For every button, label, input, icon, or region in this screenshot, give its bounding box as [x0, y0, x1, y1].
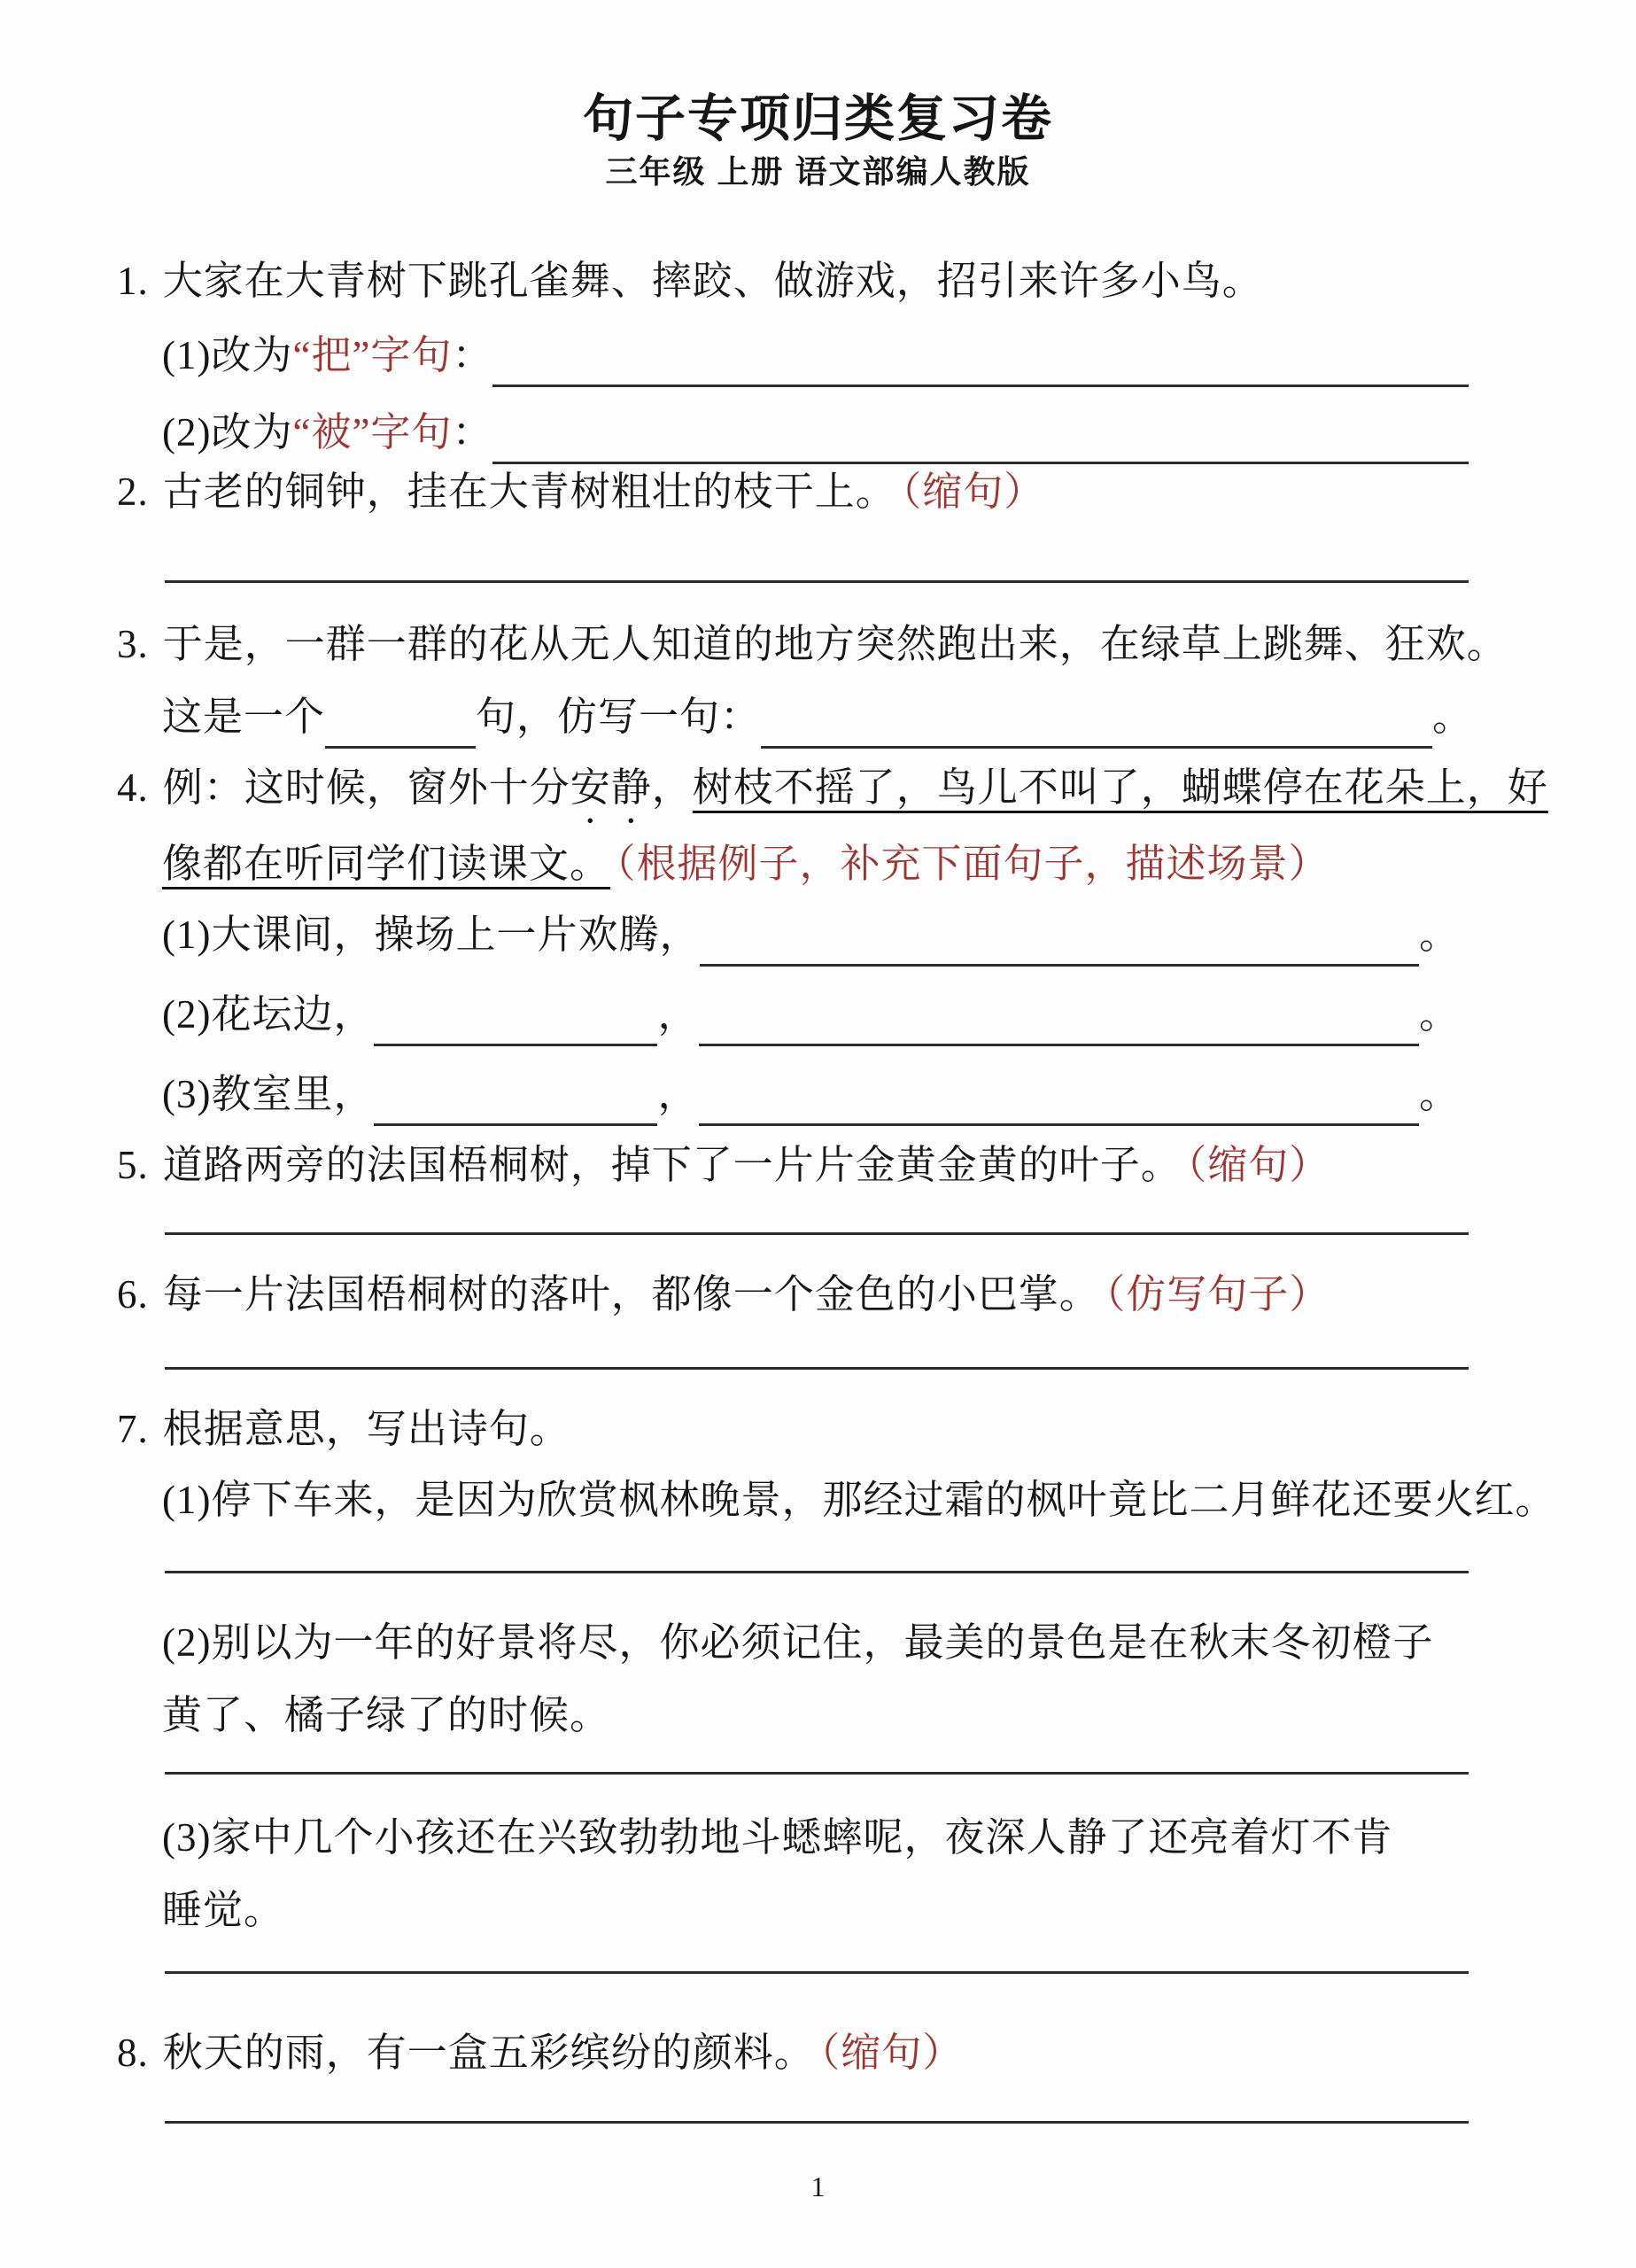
page-title: 句子专项归类复习卷	[583, 91, 1053, 147]
question-6-annotation: （仿写句子）	[1105, 1272, 1330, 1317]
question-8-text: 秋天的雨，有一盒五彩缤纷的颜料。	[162, 2031, 815, 2075]
question-6-text: 每一片法国梧桐树的落叶，都像一个金色的小巴掌。	[162, 1272, 1100, 1317]
answer-line	[165, 1528, 1469, 1573]
question-4-sub-3-end: 。	[1418, 1072, 1460, 1116]
question-7-number: 7.	[117, 1407, 149, 1451]
question-2	[117, 468, 1044, 517]
answer-blank	[700, 964, 1419, 967]
question-4-underlined-2: 像都在听同学们读课文。	[162, 842, 611, 886]
question-4-annotation: （根据例子，补充下面句子，描述场景）	[616, 842, 1330, 886]
question-4-sub-3-mid: ，	[657, 1072, 699, 1116]
answer-blank	[699, 1044, 1419, 1046]
answer-line	[165, 1190, 1469, 1235]
question-2-text: 古老的铜钟，挂在大青树粗壮的枝干上。	[162, 470, 896, 514]
answer-blank	[492, 384, 1469, 387]
question-8-number: 8.	[117, 2031, 149, 2075]
question-4	[117, 764, 1548, 832]
question-4-sub-3	[162, 1070, 1460, 1119]
question-7-text: 根据意思，写出诗句。	[162, 1407, 570, 1451]
answer-blank	[492, 462, 1469, 464]
answer-line	[165, 2078, 1469, 2124]
question-3-fill-pre: 这是一个	[162, 695, 326, 739]
page-number: 1	[810, 2171, 826, 2202]
question-2-annotation: （缩句）	[901, 470, 1045, 514]
question-7-sub-2-text-1: (2)别以为一年的好景将尽，你必须记住，最美的景色是在秋末冬初橙子	[162, 1620, 1434, 1665]
question-7-sub-2-line-1	[162, 1619, 1433, 1667]
question-4-sub-2-text: (2)花坛边，	[162, 992, 375, 1037]
answer-line	[165, 1929, 1469, 1974]
question-6	[117, 1270, 1330, 1319]
question-3-line-2	[162, 693, 1473, 742]
question-4-line-2	[162, 840, 1330, 889]
question-1-sub-2-colon: ：	[452, 410, 493, 454]
answer-line	[165, 538, 1469, 583]
question-1-sub-2-label: (2)改为	[162, 410, 293, 454]
question-3-fill-end: 。	[1431, 695, 1473, 739]
question-2-number: 2.	[117, 470, 149, 514]
question-5	[117, 1141, 1330, 1190]
question-4-comma: ，	[651, 765, 693, 810]
question-3-number: 3.	[117, 622, 149, 666]
question-7-sub-3-line-2	[162, 1886, 284, 1935]
question-8-annotation: （缩句）	[819, 2031, 964, 2075]
question-4-number: 4.	[117, 765, 149, 810]
question-4-sub-2-mid: ，	[657, 992, 699, 1037]
question-1-sub-2-red-term: “被”字句	[292, 410, 453, 454]
question-3	[117, 620, 1508, 669]
question-1-sub-1-label: (1)改为	[162, 333, 293, 377]
question-7-sub-1	[162, 1476, 1555, 1525]
question-4-emphasized-word: 安静	[570, 765, 652, 810]
answer-line	[165, 1324, 1469, 1370]
question-4-sub-1	[162, 911, 1460, 959]
question-1-number: 1.	[117, 259, 149, 303]
question-4-sub-1-end: 。	[1418, 913, 1460, 957]
question-1-sub-1-colon: ：	[452, 333, 493, 377]
answer-blank	[374, 1044, 657, 1046]
question-4-sub-2	[162, 990, 1460, 1039]
question-8	[117, 2029, 963, 2078]
question-1-sub-1	[162, 331, 1469, 380]
question-1	[117, 257, 1263, 306]
question-1-sub-1-red-term: “把”字句	[292, 333, 453, 377]
question-4-underlined-1: 树枝不摇了，鸟儿不叫了，蝴蝶停在花朵上，好	[692, 765, 1548, 810]
question-7	[117, 1405, 570, 1454]
question-1-text: 大家在大青树下跳孔雀舞、摔跤、做游戏，招引来许多小鸟。	[162, 259, 1263, 303]
question-7-sub-2-text-2: 黄了、橘子绿了的时候。	[162, 1693, 611, 1737]
question-4-sub-2-end: 。	[1418, 992, 1460, 1037]
question-7-sub-3-text-1: (3)家中几个小孩还在兴致勃勃地斗蟋蟀呢，夜深人静了还亮着灯不肯	[162, 1815, 1393, 1860]
question-5-text: 道路两旁的法国梧桐树，掉下了一片片金黄金黄的叶子。	[162, 1143, 1182, 1187]
answer-blank	[374, 1123, 657, 1126]
question-5-number: 5.	[117, 1143, 149, 1187]
answer-blank	[761, 746, 1432, 749]
question-4-example-lead: 例：这时候，窗外十分	[162, 765, 570, 810]
question-4-sub-1-text: (1)大课间，操场上一片欢腾，	[162, 913, 701, 957]
question-7-sub-3-text-2: 睡觉。	[162, 1888, 285, 1932]
question-5-annotation: （缩句）	[1186, 1143, 1330, 1187]
question-3-fill-mid: 句，仿写一句：	[476, 695, 762, 739]
answer-blank	[325, 746, 476, 749]
question-4-sub-3-text: (3)教室里，	[162, 1072, 375, 1116]
answer-blank	[699, 1123, 1419, 1126]
question-7-sub-1-text: (1)停下车来，是因为欣赏枫林晚景，那经过霜的枫叶竟比二月鲜花还要火红。	[162, 1478, 1556, 1522]
question-6-number: 6.	[117, 1272, 149, 1317]
question-3-text: 于是，一群一群的花从无人知道的地方突然跑出来，在绿草上跳舞、狂欢。	[162, 622, 1508, 666]
question-7-sub-3-line-1	[162, 1814, 1392, 1862]
page-subtitle: 三年级 上册 语文部编人教版	[605, 153, 1031, 190]
answer-line	[165, 1729, 1469, 1775]
question-1-sub-2	[162, 408, 1469, 457]
